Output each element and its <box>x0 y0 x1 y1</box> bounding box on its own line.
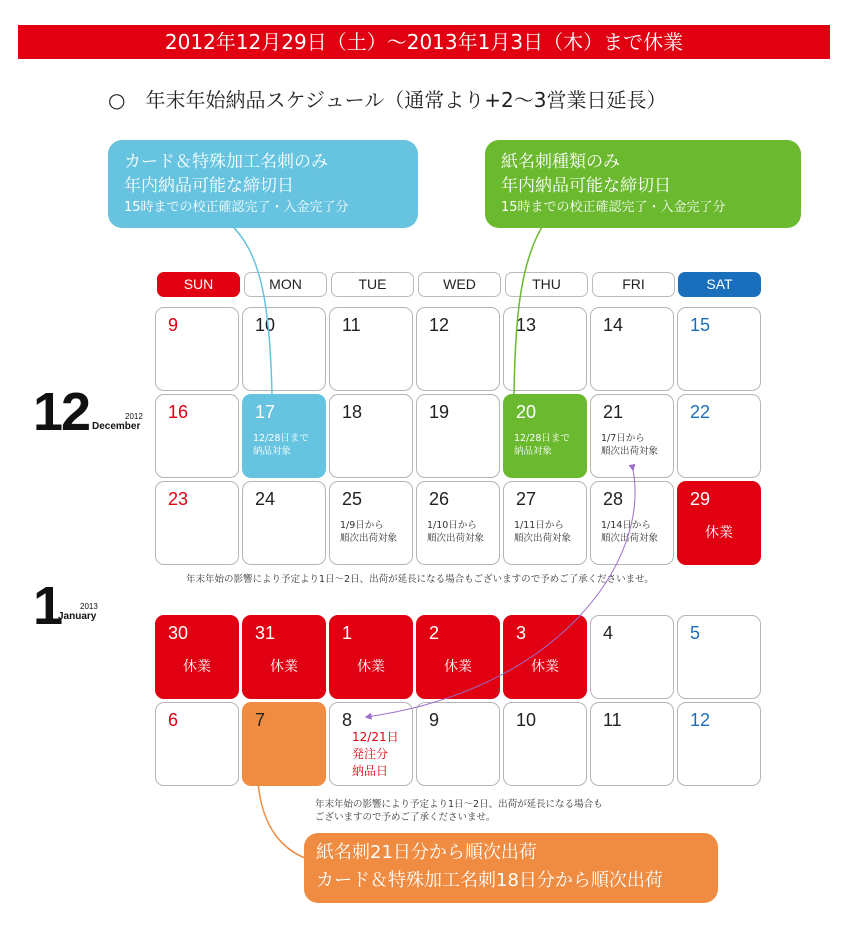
day-number: 20 <box>516 402 537 422</box>
weekday-wed: WED <box>418 272 501 297</box>
day-number: 1 <box>342 623 353 643</box>
holiday-label: 休業 <box>531 659 559 675</box>
connector-arrow-purple <box>366 470 635 717</box>
day-number: 2 <box>429 623 440 643</box>
day-number: 11 <box>603 710 622 730</box>
day-number: 11 <box>342 315 361 335</box>
day-number: 26 <box>429 489 450 509</box>
day-number: 25 <box>342 489 363 509</box>
december-footnote: 年末年始の影響により予定より1日〜2日、出荷が延長になる場合もございますので予めご了承くださいませ。 <box>186 574 654 585</box>
connector-blue <box>228 222 272 396</box>
day-number: 10 <box>255 315 276 335</box>
day-number: 9 <box>168 315 179 335</box>
holiday-label: 休業 <box>270 659 298 675</box>
day-number: 12 <box>429 315 450 335</box>
day-number: 31 <box>255 623 276 643</box>
day-number: 9 <box>429 710 440 730</box>
day-number: 3 <box>516 623 527 643</box>
month-name-december: December <box>92 421 141 432</box>
holiday-label: 休業 <box>183 659 211 675</box>
day-note: 12/28日まで 納品対象 <box>253 433 309 457</box>
day-note: 1/7日から 順次出荷対象 <box>601 433 659 457</box>
day-number: 24 <box>255 489 276 509</box>
holiday-label: 休業 <box>705 525 733 541</box>
weekday-sun: SUN <box>157 272 240 297</box>
day-note: 1/10日から 順次出荷対象 <box>427 520 485 544</box>
day-number: 19 <box>429 402 450 422</box>
day-note: 1/14日から 順次出荷対象 <box>601 520 659 544</box>
weekday-mon: MON <box>244 272 327 297</box>
day-number: 15 <box>690 315 711 335</box>
day-number: 30 <box>168 623 189 643</box>
schedule-subtitle: ○ 年末年始納品スケジュール（通常より+2～3営業日延長） <box>108 88 667 112</box>
day-number: 22 <box>690 402 711 422</box>
month-number-january: 1 <box>33 576 64 636</box>
month-number-december: 12 <box>33 382 90 442</box>
day-number: 29 <box>690 489 711 509</box>
day-number: 13 <box>516 315 537 335</box>
closure-banner: 2012年12月29日（土）～2013年1月3日（木）まで休業 <box>18 25 830 59</box>
day-note: 1/9日から 順次出荷対象 <box>340 520 398 544</box>
day-number: 21 <box>603 402 624 422</box>
day-number: 16 <box>168 402 189 422</box>
day-number: 5 <box>690 623 701 643</box>
day-number: 7 <box>255 710 266 730</box>
callout-line: 紙名刺種類のみ <box>501 152 620 172</box>
weekday-sat: SAT <box>678 272 761 297</box>
weekday-fri: FRI <box>592 272 675 297</box>
day-note: 12/28日まで 納品対象 <box>514 433 570 457</box>
day-number: 23 <box>168 489 189 509</box>
year-label-2012: 2012 <box>125 412 143 421</box>
callout-line: 15時までの校正確認完了・入金完了分 <box>124 200 349 215</box>
day-number: 14 <box>603 315 624 335</box>
day-number: 27 <box>516 489 537 509</box>
day-number: 28 <box>603 489 624 509</box>
weekday-tue: TUE <box>331 272 414 297</box>
callout-line: カード＆特殊加工名刺18日分から順次出荷 <box>316 870 663 891</box>
month-name-january: January <box>58 611 97 622</box>
callout-line: 紙名刺21日分から順次出荷 <box>316 842 537 863</box>
weekday-thu: THU <box>505 272 588 297</box>
connector-orange <box>258 782 305 858</box>
callout-line: 年内納品可能な締切日 <box>124 176 294 196</box>
year-label-2013: 2013 <box>80 602 98 611</box>
day-number: 17 <box>255 402 276 422</box>
day-number: 18 <box>342 402 363 422</box>
callout-line: 年内納品可能な締切日 <box>501 176 671 196</box>
holiday-label: 休業 <box>444 659 472 675</box>
day-number: 10 <box>516 710 537 730</box>
january-footnote-line1: 年末年始の影響により予定より1日〜2日、出荷が延長になる場合も <box>315 799 603 810</box>
january-footnote-line2: ございますので予めご了承くださいませ。 <box>315 812 496 823</box>
day-note: 1/11日から 順次出荷対象 <box>514 520 572 544</box>
day-number: 6 <box>168 710 179 730</box>
day-number: 8 <box>342 710 353 730</box>
day-number: 12 <box>690 710 711 730</box>
day-note: 12/21日 発注分 納品日 <box>352 730 399 778</box>
day-number: 4 <box>603 623 614 643</box>
callout-line: カード＆特殊加工名刺のみ <box>124 152 328 172</box>
holiday-label: 休業 <box>357 659 385 675</box>
connector-green <box>514 222 545 396</box>
callout-line: 15時までの校正確認完了・入金完了分 <box>501 200 726 215</box>
